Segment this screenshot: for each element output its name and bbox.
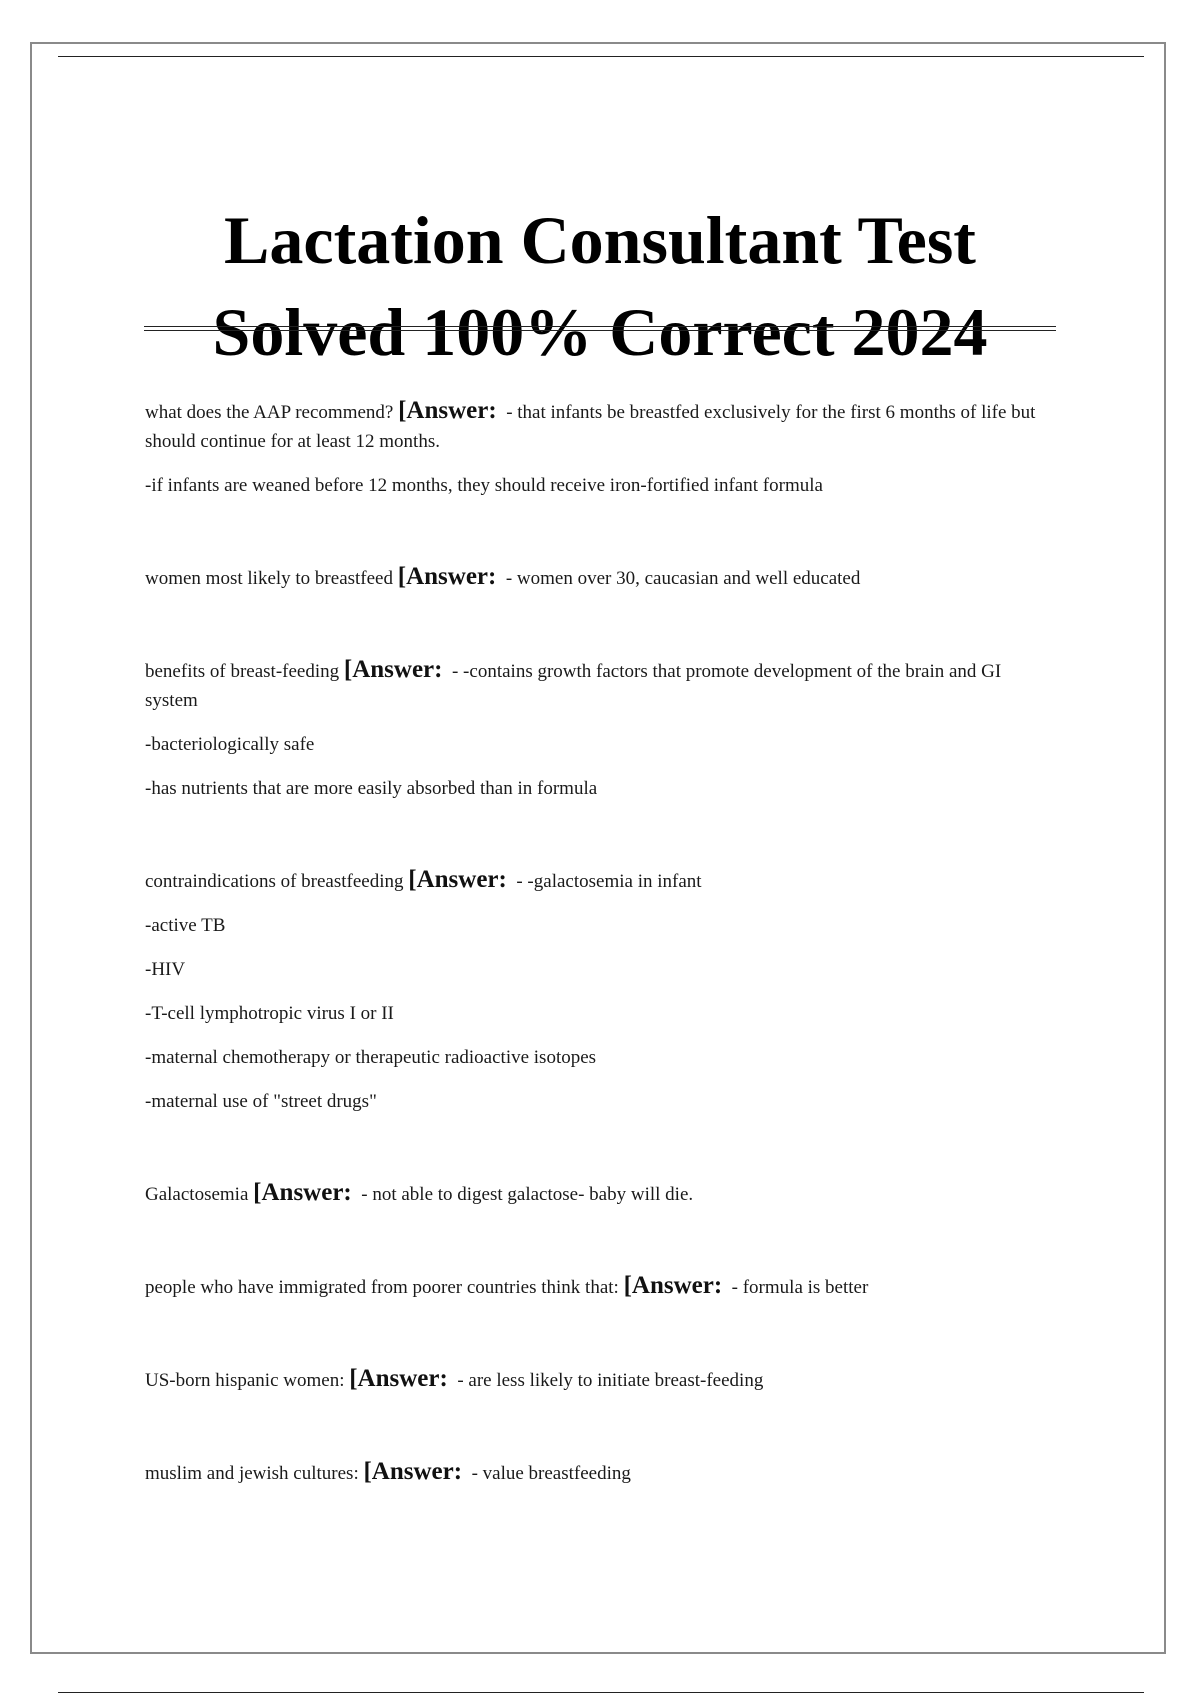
- question-text: what does the AAP recommend?: [145, 402, 394, 423]
- answer-label: [Answer:: [343, 656, 443, 683]
- qa-item: [145, 655, 1045, 803]
- qa-item: [145, 396, 1045, 500]
- top-rule: [58, 56, 1144, 57]
- qa-item: [145, 1178, 1045, 1209]
- qa-list: [145, 396, 1045, 1550]
- page-title: [130, 194, 1070, 378]
- answer-extra-line: -active TB: [145, 915, 226, 936]
- answer-text: - women over 30, caucasian and well educated: [505, 568, 861, 589]
- qa-main-line: [145, 1364, 1045, 1395]
- answer-text: - are less likely to initiate breast-feeding: [457, 1370, 764, 1391]
- qa-main-line: [145, 1271, 1045, 1302]
- answer-label: [Answer:: [398, 397, 497, 424]
- answer-text: - formula is better: [731, 1277, 869, 1298]
- qa-item: [145, 562, 1045, 593]
- answer-extra-line: -if infants are weaned before 12 months, they should receive iron-fortified infant formula: [145, 475, 823, 496]
- question-text: contraindications of breastfeeding: [145, 871, 404, 892]
- answer-text: - -galactosemia in infant: [516, 871, 702, 892]
- answer-extra-line: -maternal use of "street drugs": [145, 1091, 377, 1112]
- qa-main-line: [145, 655, 1045, 715]
- question-text: muslim and jewish cultures:: [145, 1463, 359, 1484]
- answer-label: [Answer:: [408, 866, 507, 893]
- answer-text: - that infants be breastfed exclusively for the first 6 months of life but should continue for at least 12 months.: [145, 402, 1036, 452]
- qa-main-line: [145, 1178, 1045, 1209]
- title-line-1: Lactation Consultant Test: [224, 201, 976, 278]
- bottom-rule: [58, 1692, 1144, 1693]
- title-line-2: Solved 100% Correct 2024: [212, 293, 988, 370]
- qa-main-line: [145, 396, 1045, 456]
- answer-text: - not able to digest galactose- baby will die.: [361, 1184, 694, 1205]
- answer-label: [Answer:: [623, 1272, 723, 1299]
- answer-label: [Answer:: [253, 1179, 352, 1206]
- qa-item: [145, 1457, 1045, 1488]
- qa-main-line: [145, 865, 1045, 896]
- qa-main-line: [145, 1457, 1045, 1488]
- answer-extra-line: -HIV: [145, 959, 186, 980]
- title-double-rule: [144, 326, 1056, 331]
- answer-label: [Answer:: [363, 1458, 463, 1485]
- question-text: benefits of breast-feeding: [145, 661, 340, 682]
- qa-item: [145, 1271, 1045, 1302]
- answer-label: [Answer:: [349, 1365, 448, 1392]
- answer-text: - value breastfeeding: [471, 1463, 631, 1484]
- answer-extra-line: -maternal chemotherapy or therapeutic radioactive isotopes: [145, 1047, 597, 1068]
- question-text: people who have immigrated from poorer countries think that:: [145, 1277, 619, 1298]
- qa-item: [145, 865, 1045, 1116]
- qa-item: [145, 1364, 1045, 1395]
- answer-extra-line: -bacteriologically safe: [145, 734, 315, 755]
- answer-text: - -contains growth factors that promote development of the brain and GI system: [145, 661, 1002, 711]
- answer-label: [Answer:: [397, 563, 497, 590]
- question-text: women most likely to breastfeed: [145, 568, 393, 589]
- answer-extra-line: -has nutrients that are more easily absorbed than in formula: [145, 778, 598, 799]
- qa-main-line: [145, 562, 1045, 593]
- question-text: US-born hispanic women:: [145, 1370, 345, 1391]
- question-text: Galactosemia: [145, 1184, 249, 1205]
- answer-extra-line: -T-cell lymphotropic virus I or II: [145, 1003, 394, 1024]
